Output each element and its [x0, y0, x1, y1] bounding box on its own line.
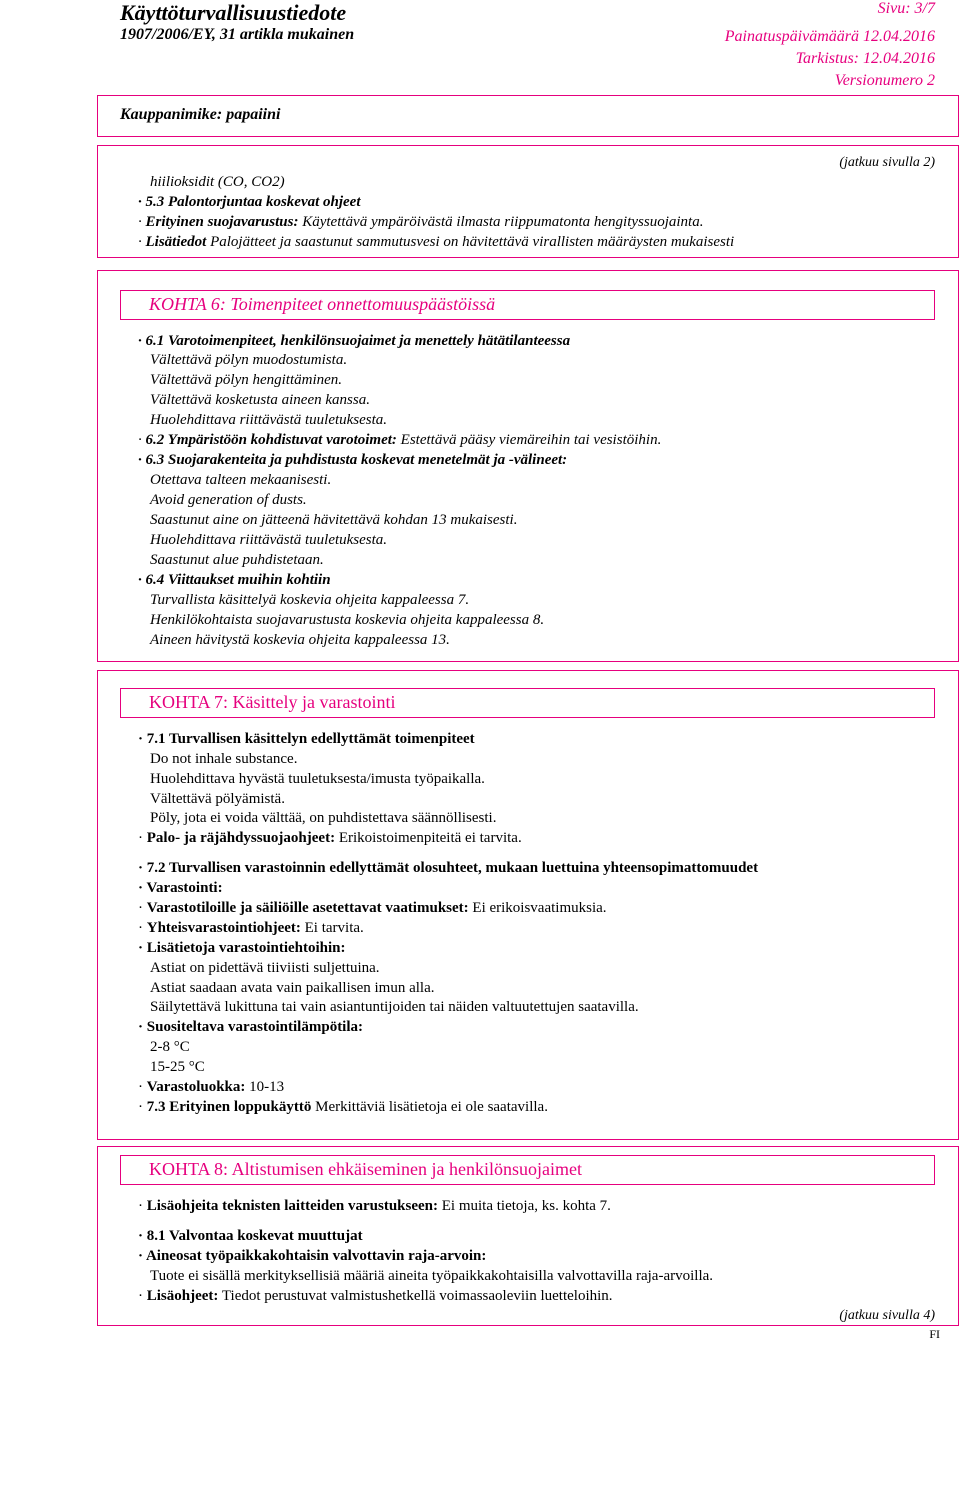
section7-storage-requirements: · Varastotiloille ja säiliöille asetettavat vaatimukset: Ei erikoisvaatimuksia.	[138, 900, 607, 917]
document-title: Käyttöturvallisuustiedote	[120, 0, 347, 25]
section6-61-line: Vältettävä pölyn hengittäminen.	[150, 372, 343, 388]
section6-heading: KOHTA 6: Toimenpiteet onnettomuuspäästöissä	[120, 290, 935, 320]
section5-special-equipment: · Erityinen suojavarustus: Käytettävä ympäröivästä ilmasta riippumatonta hengityssuojainta.	[138, 214, 703, 231]
section6-61: · 6.1 Varotoimenpiteet, henkilönsuojaimet ja menettely hätätilanteessa	[138, 333, 570, 350]
section7-info-line: Astiat saadaan avata vain paikallisen imun alla.	[150, 980, 435, 996]
section8-extra: · Lisäohjeet: Tiedot perustuvat valmistushetkellä voimassaoleviin luetteloihin.	[138, 1288, 613, 1305]
section8-limits-label: · Aineosat työpaikkakohtaisin valvottavin raja-arvoin:	[138, 1248, 486, 1265]
section7-temperature: · Suositeltava varastointilämpötila:	[138, 1019, 363, 1036]
section7-storage: · Varastointi:	[138, 880, 223, 897]
continued-from: (jatkuu sivulla 2)	[839, 155, 935, 170]
section6-63-line: Otettava talteen mekaanisesti.	[150, 472, 332, 488]
section6-63: · 6.3 Suojarakenteita ja puhdistusta koskevat menetelmät ja -välineet:	[138, 452, 567, 469]
section7-info-line: Säilytettävä lukittuna tai vain asiantuntijoiden tai näiden valtuutettujen saatavilla.	[150, 999, 639, 1015]
section7-71: · 7.1 Turvallisen käsittelyn edellyttämät toimenpiteet	[138, 731, 475, 748]
revision-date: Tarkistus: 12.04.2016	[795, 50, 935, 67]
section7-71-line: Do not inhale substance.	[150, 751, 298, 767]
section7-joint-storage: · Yhteisvarastointiohjeet: Ei tarvita.	[138, 920, 364, 937]
section7-temp-value: 15-25 °C	[150, 1059, 205, 1075]
trade-name-box	[97, 95, 959, 137]
section7-fire-protection: · Palo- ja räjähdyssuojaohjeet: Erikoistoimenpiteitä ei tarvita.	[138, 830, 522, 847]
section6-64-line: Turvallista käsittelyä koskevia ohjeita kappaleessa 7.	[150, 592, 470, 608]
section6-63-line: Avoid generation of dusts.	[150, 492, 307, 508]
section7-71-line: Pöly, jota ei voida välttää, on puhdistettava säännöllisesti.	[150, 810, 497, 826]
section7-heading: KOHTA 7: Käsittely ja varastointi	[120, 688, 935, 718]
version: Versionumero 2	[834, 72, 935, 89]
print-date: Painatuspäivämäärä 12.04.2016	[724, 28, 935, 45]
section7-72: · 7.2 Turvallisen varastoinnin edellyttämät olosuhteet, mukaan luettuina yhteensopimattomuudet	[138, 860, 758, 877]
section7-71-line: Huolehdittava hyvästä tuuletuksesta/imusta työpaikalla.	[150, 771, 485, 787]
section7-storage-class: · Varastoluokka: 10-13	[138, 1079, 284, 1096]
section6-61-line: Huolehdittava riittävästä tuuletuksesta.	[150, 412, 388, 428]
section7-73: · 7.3 Erityinen loppukäyttö Merkittäviä lisätietoja ei ole saatavilla.	[138, 1099, 548, 1116]
section7-info-line: Astiat on pidettävä tiiviisti suljettuina.	[150, 960, 380, 976]
section5-additional-info: · Lisätiedot Palojätteet ja saastunut sammutusvesi on hävitettävä virallisten määräysten mukaisesti	[138, 234, 734, 251]
section6-62: · 6.2 Ympäristöön kohdistuvat varotoimet: Estettävä pääsy viemäreihin tai vesistöihin.	[138, 432, 661, 449]
language-code: FI	[929, 1327, 940, 1341]
section6-63-line: Huolehdittava riittävästä tuuletuksesta.	[150, 532, 388, 548]
section8-81: · 8.1 Valvontaa koskevat muuttujat	[138, 1228, 363, 1245]
section7-temp-value: 2-8 °C	[150, 1039, 190, 1055]
section7-storage-info: · Lisätietoja varastointiehtoihin:	[138, 940, 346, 957]
section5-heading-53: · 5.3 Palontorjuntaa koskevat ohjeet	[138, 194, 361, 211]
section6-63-line: Saastunut aine on jätteenä hävitettävä kohdan 13 mukaisesti.	[150, 512, 518, 528]
section8-limits-text: Tuote ei sisällä merkityksellisiä määriä aineita työpaikkakohtaisilla valvottavilla raja-arvoilla.	[150, 1268, 714, 1284]
section6-64-line: Henkilökohtaista suojavarustusta koskevia ohjeita kappaleessa 8.	[150, 612, 545, 628]
section5-line1: hiilioksidit (CO, CO2)	[150, 174, 285, 190]
page-number: Sivu: 3/7	[877, 0, 935, 17]
section6-61-line: Vältettävä kosketusta aineen kanssa.	[150, 392, 370, 408]
section7-71-line: Vältettävä pölyämistä.	[150, 791, 285, 807]
continued-to: (jatkuu sivulla 4)	[839, 1308, 935, 1323]
section6-64: · 6.4 Viittaukset muihin kohtiin	[138, 572, 331, 589]
section6-63-line: Saastunut alue puhdistetaan.	[150, 552, 324, 568]
section8-technical: · Lisäohjeita teknisten laitteiden varustukseen: Ei muita tietoja, ks. kohta 7.	[138, 1198, 611, 1215]
section6-64-line: Aineen hävitystä koskevia ohjeita kappaleessa 13.	[150, 632, 450, 648]
section8-heading: KOHTA 8: Altistumisen ehkäiseminen ja henkilönsuojaimet	[120, 1155, 935, 1185]
section6-61-line: Vältettävä pölyn muodostumista.	[150, 352, 348, 368]
regulation: 1907/2006/EY, 31 artikla mukainen	[120, 26, 355, 43]
trade-name: Kauppanimike: papaiini	[120, 106, 281, 123]
